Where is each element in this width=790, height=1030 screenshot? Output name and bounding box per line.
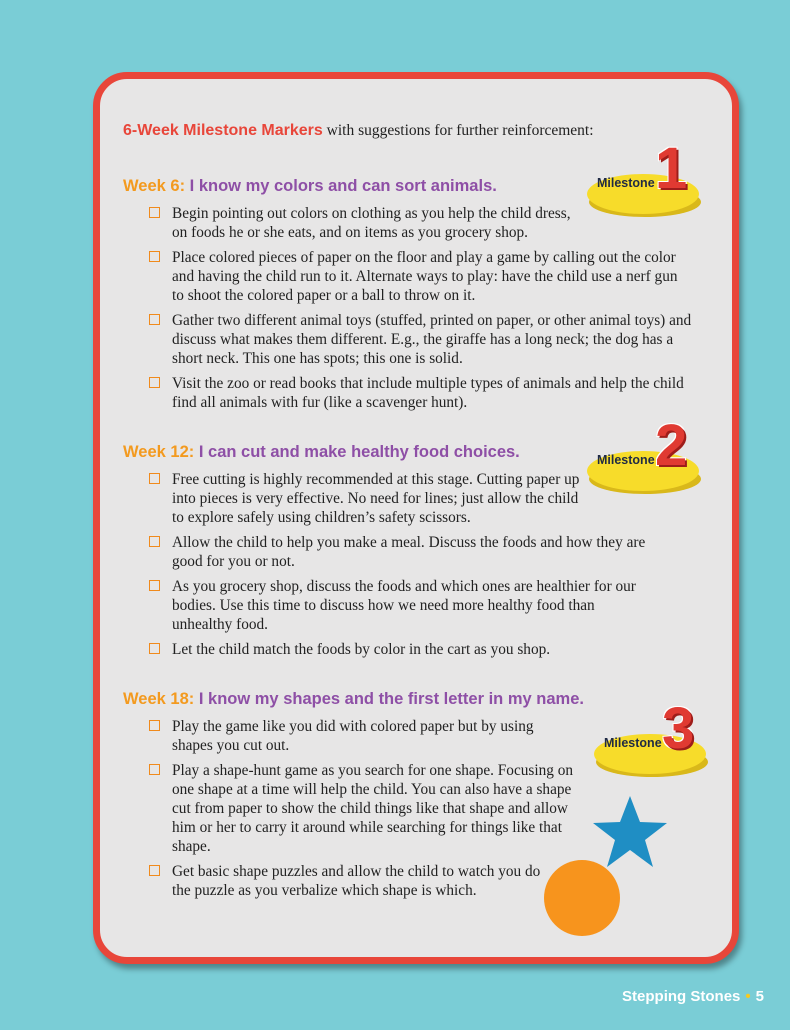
intro-highlight: 6-Week Milestone Markers [123,122,323,139]
footer-brand: Stepping Stones [622,988,741,1005]
checkbox-icon [149,251,160,262]
intro-rest: with suggestions for further reinforcement: [322,122,594,139]
milestone-number: 1 [655,136,688,201]
milestone-label: Milestone [597,453,655,467]
checkbox-icon [149,314,160,325]
milestone-number: 3 [662,696,695,761]
checkbox-icon [149,580,160,591]
week-6-heading [123,177,497,196]
checkbox-icon [149,536,160,547]
week-12-heading [123,443,520,462]
list-item: Begin pointing out colors on clothing as you help the child dress, on foods he or she eats, and on items as you grocery shop. [148,204,582,242]
list-item: Play the game like you did with colored paper but by using shapes you cut out. [148,717,572,755]
list-item: Get basic shape puzzles and allow the child to watch you do the puzzle as you verbalize which shape is which. [148,862,562,900]
milestone-number: 2 [655,413,688,478]
milestone-1-badge [585,136,707,220]
week-6-list [148,204,693,418]
list-item: Let the child match the foods by color in the cart as you shop. [148,640,648,659]
bullet-icon: • [745,988,751,1005]
checkbox-icon [149,207,160,218]
list-item: Gather two different animal toys (stuffed, printed on paper, or other animal toys) and discuss what makes them different. E.g., the giraffe has a long neck; the dog has a short neck. This one has spots; this one is solid. [148,311,693,368]
milestone-label: Milestone [604,736,662,750]
milestone-2-badge [585,413,707,497]
list-item: Play a shape-hunt game as you search for one shape. Focusing on one shape at a time will help the child. You can also have a shape cut from paper to show the child things like that shape and allow him or her to carry it around while searching for things like that shape. [148,761,593,856]
list-item: As you grocery shop, discuss the foods and which ones are healthier for our bodies. Use this time to discuss how we need more healthy food than unhealthy food. [148,577,648,634]
checkbox-icon [149,473,160,484]
checkbox-icon [149,377,160,388]
week-12-list [148,470,648,665]
checkbox-icon [149,865,160,876]
checkbox-icon [149,764,160,775]
week-label: Week 6: [123,177,186,195]
week-label: Week 12: [123,443,195,461]
checkbox-icon [149,643,160,654]
list-item: Visit the zoo or read books that include multiple types of animals and help the child find all animals with fur (like a scavenger hunt). [148,374,693,412]
milestone-label: Milestone [597,176,655,190]
circle-icon [542,858,624,940]
page-footer [622,988,764,1005]
milestone-3-badge [592,696,714,780]
intro-line [123,122,703,140]
list-item: Allow the child to help you make a meal. Discuss the foods and how they are good for you or not. [148,533,648,571]
week-label: Week 18: [123,690,195,708]
week-18-list [148,717,593,906]
week-title: I can cut and make healthy food choices. [198,443,520,461]
list-item: Free cutting is highly recommended at this stage. Cutting paper up into pieces is very effective. No need for lines; just allow the child to explore safely using children’s safety scissors. [148,470,592,527]
week-title: I know my shapes and the first letter in my name. [198,690,584,708]
week-title: I know my colors and can sort animals. [189,177,497,195]
list-item: Place colored pieces of paper on the floor and play a game by calling out the color and having the child run to it. Alternate ways to play: have the child use a nerf gun to shoot the colored paper or a ball to throw on it. [148,248,693,305]
week-18-heading [123,690,584,709]
checkbox-icon [149,720,160,731]
page-number: 5 [755,988,764,1005]
